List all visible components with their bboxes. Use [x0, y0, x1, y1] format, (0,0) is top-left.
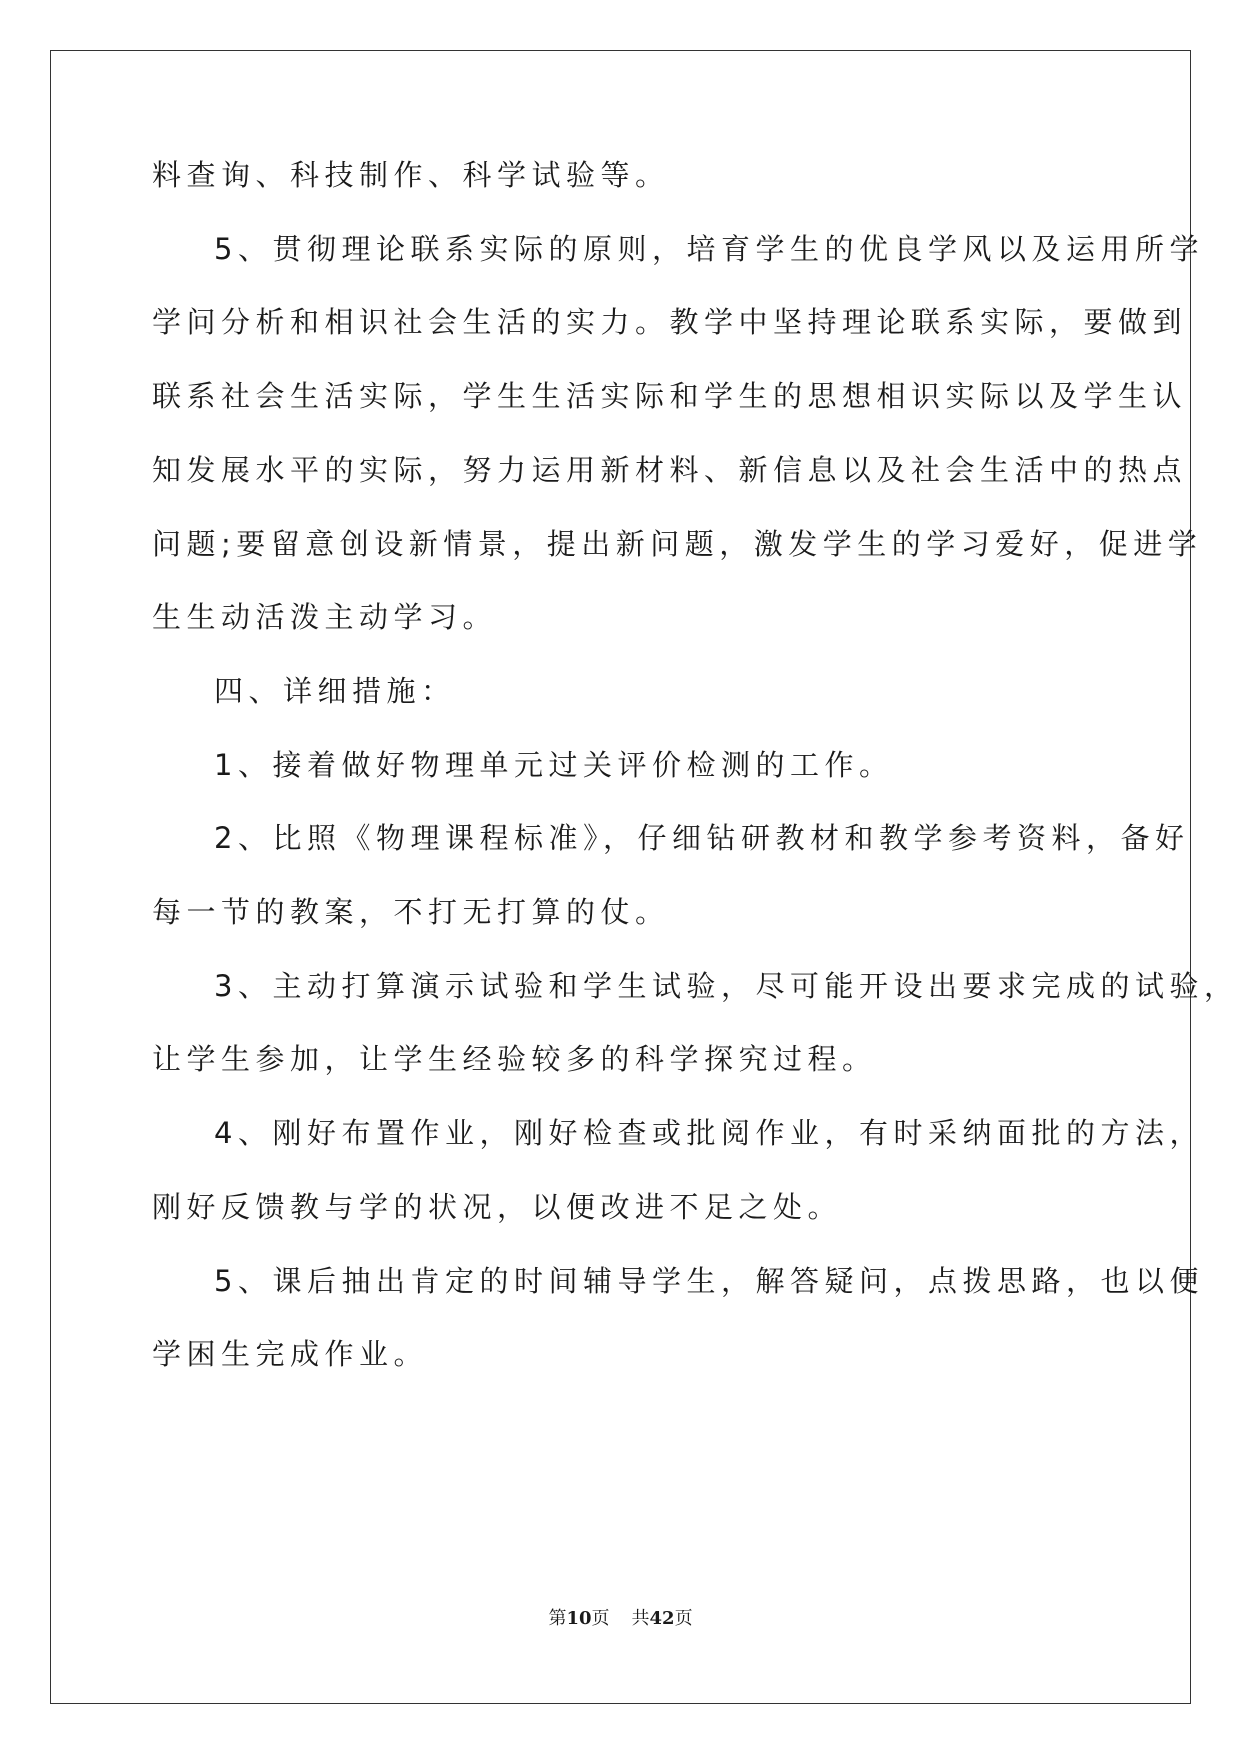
footer-total-pages: 42: [649, 1608, 675, 1629]
text-line: 问题;要留意创设新情景，提出新问题，激发学生的学习爱好，促进学: [152, 526, 1203, 561]
text-line: 4、刚好布置作业，刚好检查或批阅作业，有时采纳面批的方法，: [214, 1116, 1204, 1151]
text-line: 知发展水平的实际，努力运用新材料、新信息以及社会生活中的热点: [152, 452, 1188, 487]
text-line: 料查询、科技制作、科学试验等。: [152, 158, 670, 192]
footer-page-prefix: 第: [548, 1608, 567, 1629]
text-line: 让学生参加，让学生经验较多的科学探究过程。: [152, 1042, 877, 1077]
footer-total-prefix: 共: [631, 1608, 650, 1629]
text-line: 刚好反馈教与学的状况，以便改进不足之处。: [152, 1189, 843, 1224]
footer-total-suffix: 页: [674, 1608, 693, 1629]
text-line: 5、贯彻理论联系实际的原则，培育学生的优良学风以及运用所学: [214, 231, 1204, 266]
text-line: 5、课后抽出肯定的时间辅导学生，解答疑问，点拨思路，也以便: [214, 1263, 1204, 1298]
page-border: [50, 50, 1191, 1704]
text-line: 2、比照《物理课程标准》，仔细钻研教材和教学参考资料，备好: [214, 821, 1190, 856]
text-line: 联系社会生活实际，学生生活实际和学生的思想相识实际以及学生认: [152, 379, 1188, 414]
text-line: 学困生完成作业。: [152, 1337, 429, 1372]
text-line: 每一节的教案，不打无打算的仗。: [152, 895, 670, 929]
text-line: 1、接着做好物理单元过关评价检测的工作。: [214, 747, 894, 782]
footer-page-number: 10: [566, 1608, 592, 1629]
text-line: 四、详细措施：: [214, 673, 456, 708]
page-footer: [0, 1607, 1241, 1631]
text-line: 生生动活泼主动学习。: [152, 600, 498, 635]
text-line: 3、主动打算演示试验和学生试验，尽可能开设出要求完成的试验，: [214, 968, 1239, 1003]
text-line: 学问分析和相识社会生活的实力。教学中坚持理论联系实际，要做到: [152, 305, 1188, 340]
footer-page-suffix: 页: [591, 1608, 610, 1629]
